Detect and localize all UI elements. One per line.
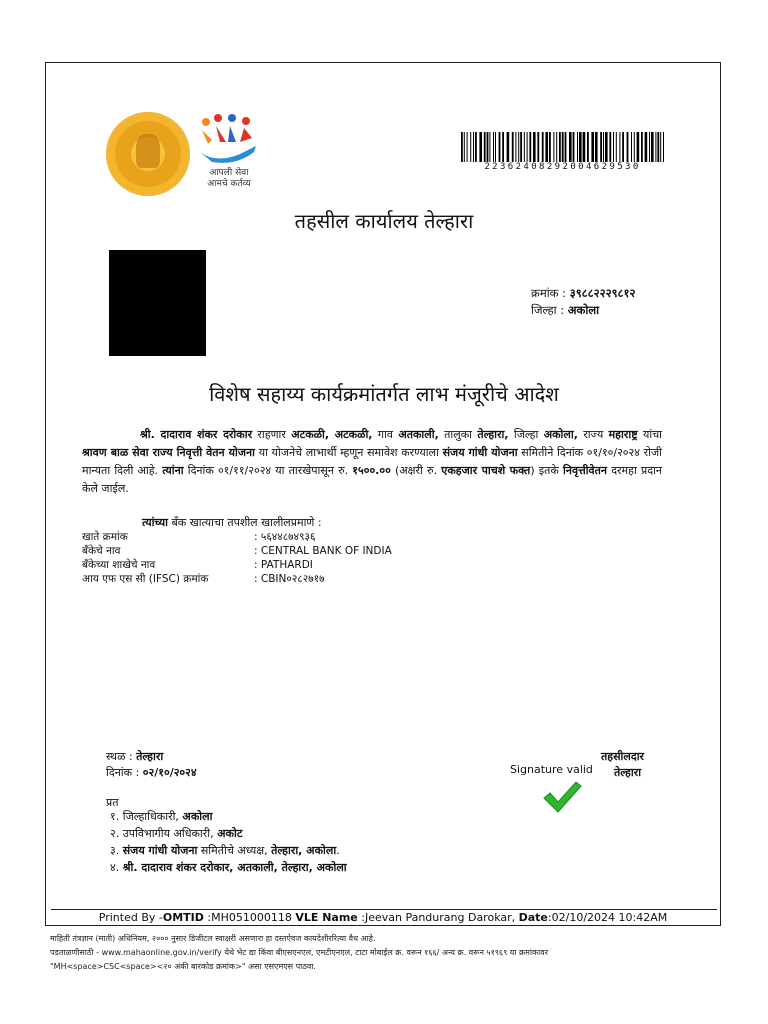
seva-caption-line2: आमचे कर्तव्य	[207, 179, 251, 189]
list-item-bold: अकोट	[217, 827, 243, 840]
signatory-location	[614, 765, 641, 780]
barcode-bar	[556, 132, 557, 162]
barcode-bar	[587, 132, 589, 162]
barcode-bar	[565, 132, 567, 162]
barcode-bar	[495, 132, 496, 162]
barcode-bar	[603, 132, 604, 162]
footer-line: पडताळणीसाठी - www.mahaonline.gov.in/verify येथे भेट द्या किंवा बीएसएनएल, एमटीएनएल, टाटा मोबाईल क्र. वरून १६६/ अन्य क्र. वरून ५१९६९ या क्रमांकावर	[50, 948, 548, 957]
barcode-bar	[660, 132, 661, 162]
barcode-bar	[520, 132, 522, 162]
body-text: तालुका	[438, 428, 478, 441]
barcode-bar	[484, 132, 486, 162]
barcode-bar	[622, 132, 624, 162]
body-text: गाव	[372, 428, 399, 441]
signature-status: Signature valid	[510, 763, 593, 776]
date-label: दिनांक :	[106, 766, 140, 779]
list-item-text: समितीचे अध्यक्ष,	[197, 844, 272, 857]
barcode-bar	[637, 132, 640, 162]
barcode-bar	[627, 132, 629, 162]
barcode-bar	[641, 132, 643, 162]
footer-line: माहिती तंत्रज्ञान (माती) अधिनियम, २००० नुसार डिजीटल स्वाक्षरी असणारा हा दस्तऐवज कायदेशीररित्या वैध आहे.	[50, 934, 376, 943]
signatory-title	[601, 749, 644, 764]
list-item-number: ४.	[110, 861, 120, 874]
committee-name: संजय गांधी योजना	[442, 446, 518, 459]
barcode-bar	[461, 132, 463, 162]
place-value: तेल्हारा	[136, 750, 164, 763]
bank-row-value: : CENTRAL BANK OF INDIA	[254, 545, 392, 557]
body-text: दिनांक ०१/११/२०२४ या तारखेपासून रु.	[183, 464, 353, 477]
barcode-bar	[553, 132, 554, 162]
order-title: विशेष सहाय्य कार्यक्रमांतर्गत लाभ मंजूरीचे आदेश	[209, 382, 559, 406]
barcode-bar	[524, 132, 525, 162]
printed-by-prefix: Printed By -	[98, 911, 163, 924]
barcode-bar	[655, 132, 656, 162]
body-text: ) इतके	[530, 464, 564, 477]
bank-row-label: बँकेच्या शाखेचे नाव	[82, 559, 156, 571]
order-body-paragraph	[82, 426, 662, 498]
vle-label: VLE Name	[295, 911, 358, 924]
barcode-bar	[493, 132, 494, 162]
list-item-text: .	[336, 844, 340, 857]
barcode-bar	[651, 132, 654, 162]
copies-list	[110, 808, 347, 876]
barcode-bar	[649, 132, 650, 162]
barcode-bar	[549, 132, 551, 162]
barcode-bar	[507, 132, 510, 162]
seva-caption	[194, 168, 264, 190]
list-item	[110, 825, 347, 842]
amount-in-words: एकहजार पाचशे फक्त	[441, 464, 531, 477]
body-text: दरमहा प्रदान केले जाईल.	[82, 464, 663, 495]
list-item-text: उपविभागीय अधिकारी,	[122, 827, 218, 840]
body-text: राहणार	[252, 428, 292, 441]
bank-row-ifsc	[82, 572, 392, 586]
aapli-seva-logo	[196, 112, 260, 166]
barcode-bar	[600, 132, 602, 162]
district-label: जिल्हा :	[531, 303, 565, 317]
residence: अटकळी, अटकळी,	[291, 428, 373, 441]
checkmark-icon	[542, 780, 582, 814]
bank-details-table	[82, 530, 392, 586]
barcode-bar	[533, 132, 536, 162]
body-text: यांचा	[637, 428, 663, 441]
barcode-bar	[634, 132, 635, 162]
body-text: राज्य	[577, 428, 609, 441]
beneficiary-photo-redacted	[109, 250, 206, 356]
barcode-bar	[616, 132, 617, 162]
omtid-label: OMTID	[162, 911, 204, 924]
list-item	[110, 842, 347, 859]
barcode-bar	[577, 132, 578, 162]
bank-intro	[142, 515, 322, 530]
office-title: तहसील कार्यालय तेल्हारा	[294, 209, 474, 233]
list-item-number: २.	[110, 827, 120, 840]
barcode-bar	[591, 132, 594, 162]
barcode-bar	[473, 132, 474, 162]
footer-divider	[51, 909, 717, 910]
barcode-bar	[470, 132, 471, 162]
omtid-value: :MH051000118	[203, 911, 296, 924]
barcode-bar	[569, 132, 572, 162]
barcode-bar	[595, 132, 598, 162]
list-item	[110, 808, 347, 825]
district-name: अकोला,	[543, 428, 578, 441]
bank-row-bank-name	[82, 544, 392, 558]
scheme-name: श्रावण बाळ सेवा राज्य निवृत्ती वेतन योजना	[82, 446, 256, 459]
barcode-bar	[464, 132, 465, 162]
bank-row-value: : ५६४४८७४९३६	[254, 531, 316, 543]
barcode-image	[461, 132, 664, 162]
barcode-bar	[475, 132, 477, 162]
place-label: स्थळ :	[106, 750, 133, 763]
copies-heading: प्रत	[106, 796, 119, 809]
serial-number	[531, 286, 636, 301]
vle-value: :Jeevan Pandurang Darokar,	[357, 911, 519, 924]
beneficiary-name: श्री. दादाराव शंकर दरोकार	[140, 428, 253, 441]
print-date-value: :02/10/2024 10:42AM	[547, 911, 668, 924]
pension-amount: १५००.००	[352, 464, 391, 477]
barcode-bar	[663, 132, 664, 162]
barcode-bar	[631, 132, 632, 162]
list-item-number: ३.	[110, 844, 120, 857]
barcode-bar	[559, 132, 561, 162]
district	[531, 303, 599, 318]
barcode-bar	[515, 132, 516, 162]
barcode-bar	[542, 132, 544, 162]
state: महाराष्ट्र	[608, 428, 638, 441]
barcode-bar	[583, 132, 586, 162]
barcode-bar	[562, 132, 564, 162]
barcode-bar	[527, 132, 528, 162]
bank-row-label: बँकेचे नाव	[82, 545, 121, 557]
bank-intro-text: बँक खात्याचा तपशील खालीलप्रमाणे :	[168, 516, 322, 529]
bank-row-account	[82, 530, 392, 544]
list-item-bold: तेल्हारा, अकोला	[271, 844, 337, 857]
serial-value: ३९८८२२२९८१२	[569, 286, 636, 300]
bank-row-label: खाते क्रमांक	[82, 531, 128, 543]
barcode-bar	[529, 132, 531, 162]
barcode-bar	[619, 132, 620, 162]
list-item-bold: श्री. दादाराव शंकर दरोकार, अतकाली, तेल्हारा, अकोला	[122, 861, 347, 874]
barcode-bar	[489, 132, 490, 162]
bank-row-value: : CBIN०२८२७१७	[254, 573, 325, 585]
barcode-bar	[487, 132, 489, 162]
date-value: ०२/१०/२०२४	[142, 766, 197, 779]
verification-footer	[50, 932, 730, 974]
list-item	[110, 859, 347, 876]
body-text: (अक्षरी रु.	[390, 464, 442, 477]
body-text: समितीने दिनांक ०१/१०/२०२४ रोजी मान्यता दिली आहे.	[82, 446, 662, 477]
barcode-bar	[518, 132, 519, 162]
body-text-bold: त्यांना	[162, 464, 184, 477]
signatory-title-text: तहसीलदार	[601, 750, 645, 763]
date	[106, 765, 197, 780]
body-text: जिल्हा	[508, 428, 544, 441]
serial-label: क्रमांक :	[531, 286, 567, 300]
print-date-label: Date	[518, 911, 548, 924]
barcode-bar	[609, 132, 611, 162]
maharashtra-seal-logo	[106, 112, 190, 196]
list-item-text: जिल्हाधिकारी,	[122, 810, 183, 823]
barcode-bar	[537, 132, 539, 162]
signatory-location-text: तेल्हारा	[614, 766, 642, 779]
place	[106, 749, 163, 764]
list-item-number: १.	[110, 810, 120, 823]
barcode-bar	[657, 132, 659, 162]
printed-by-line	[51, 911, 715, 924]
bank-intro-bold: त्यांच्या	[142, 516, 169, 529]
seva-caption-line1: आपली सेवा	[209, 168, 249, 178]
list-item-bold: संजय गांधी योजना	[122, 844, 198, 857]
barcode-bar	[645, 132, 648, 162]
barcode-bar	[512, 132, 514, 162]
barcode-bar	[545, 132, 548, 162]
barcode-bar	[573, 132, 575, 162]
body-text: या योजनेचे लाभार्थी म्हणून समावेश करण्याला	[255, 446, 443, 459]
bank-row-branch	[82, 558, 392, 572]
footer-line: "MH<space>CSC<space><२० अंकी बारकोड क्रमांक>" असा एसएमएस पाठवा.	[50, 962, 316, 971]
taluka: तेल्हारा,	[477, 428, 509, 441]
barcode-bar	[502, 132, 504, 162]
pension-type: निवृत्तीवेतन	[563, 464, 608, 477]
barcode-bar	[467, 132, 468, 162]
bank-row-value: : PATHARDI	[254, 559, 313, 571]
barcode-bar	[613, 132, 614, 162]
barcode-bar	[605, 132, 608, 162]
list-item-bold: अकोला	[182, 810, 213, 823]
district-value: अकोला	[567, 303, 600, 317]
bank-row-label: आय एफ एस सी (IFSC) क्रमांक	[82, 573, 209, 585]
barcode-bar	[499, 132, 501, 162]
barcode-bar	[479, 132, 482, 162]
village: अतकाली,	[398, 428, 439, 441]
barcode-bar	[579, 132, 582, 162]
barcode-number: 22362408292004629530	[484, 162, 641, 172]
